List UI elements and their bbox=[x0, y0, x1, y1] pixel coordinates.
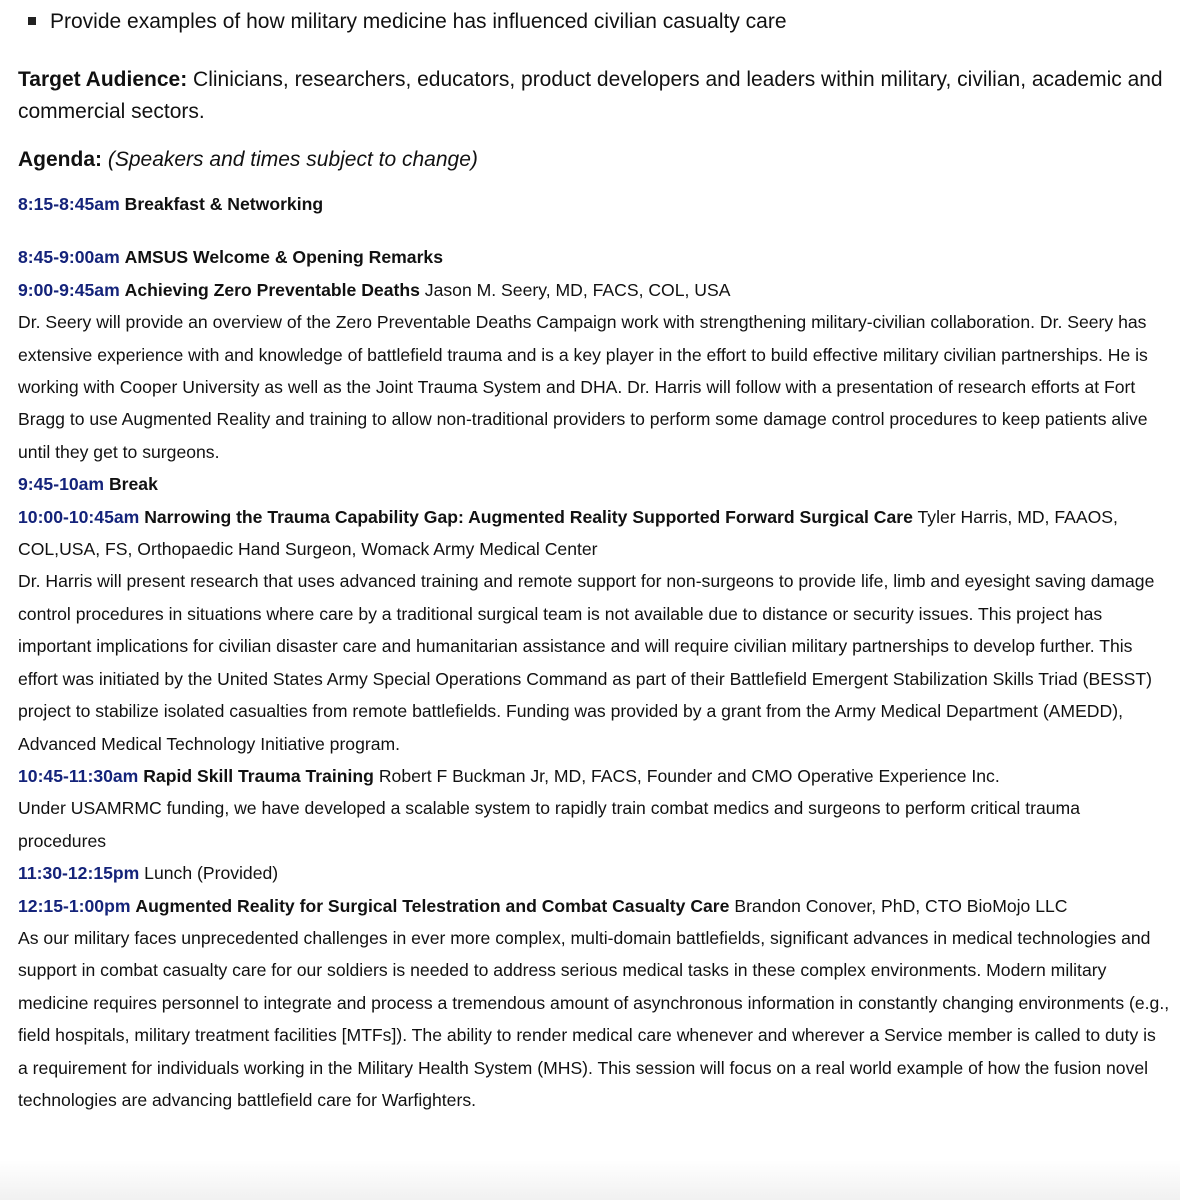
agenda-speaker: Jason M. Seery, MD, FACS, COL, USA bbox=[419, 279, 731, 300]
bottom-fade bbox=[0, 1160, 1180, 1200]
agenda-item-breakfast bbox=[18, 188, 1170, 220]
agenda-item-zero-preventable-deaths bbox=[18, 274, 1170, 306]
agenda-time: 9:45-10am bbox=[18, 474, 105, 495]
agenda-title: AMSUS Welcome & Opening Remarks bbox=[124, 247, 444, 268]
objective-text: Provide examples of how military medicine has influenced civilian casualty care bbox=[50, 10, 787, 33]
agenda-description: Dr. Harris will present research that uses advanced training and remote support for non-surgeons to provide life, limb and eyesight saving damage control procedures in situations where care by a traditional surgical team is not available due to distance or security issues. This project has important implications for civilian disaster care and humanitarian assistance and will require civilian military partnerships to develop further. This effort was initiated by the United States Army Special Operations Command as part of their Battlefield Emergent Stabilization Skills Triad (BESST) project to stabilize isolated casualties from remote battlefields. Funding was provided by a grant from the Army Medical Department (AMEDD), Advanced Medical Technology Initiative program. bbox=[18, 571, 1155, 754]
agenda-time: 8:45-9:00am bbox=[18, 247, 120, 268]
agenda-title: Narrowing the Trauma Capability Gap: Augmented Reality Supported Forward Surgical Care bbox=[144, 506, 913, 527]
target-audience-label: Target Audience: bbox=[18, 68, 188, 91]
agenda-item-trauma-capability-gap bbox=[18, 501, 1170, 566]
agenda-description: As our military faces unprecedented challenges in ever more complex, multi-domain battlefields, significant advances in medical technologies and support in combat casualty care for our soldiers is needed to address serious medical tasks in these complex environments. Modern military medicine requires personnel to integrate and process a tremendous amount of asynchronous information in constantly changing environments (e.g., field hospitals, military treatment facilities [MTFs]). The ability to render medical care whenever and wherever a Service member is called to duty is a requirement for individuals working in the Military Health System (MHS). This session will focus on a real world example of how the fusion novel technologies are advancing battlefield care for Warfighters. bbox=[18, 927, 1170, 1110]
agenda-label: Agenda: bbox=[18, 148, 102, 171]
agenda-title: Rapid Skill Trauma Training bbox=[143, 765, 374, 786]
agenda-item-lunch bbox=[18, 857, 1170, 889]
agenda-title: Break bbox=[108, 474, 158, 495]
agenda-speaker: Brandon Conover, PhD, CTO BioMojo LLC bbox=[729, 895, 1068, 916]
agenda-speaker: Tyler Harris, MD, FAAOS, COL,USA, FS, Orthopaedic Hand Surgeon, Womack Army Medical Center bbox=[18, 506, 1118, 560]
agenda-item-welcome bbox=[18, 241, 1170, 273]
target-audience bbox=[18, 64, 1170, 128]
agenda-title: Breakfast & Networking bbox=[124, 194, 324, 214]
agenda-time: 9:00-9:45am bbox=[18, 279, 120, 300]
agenda-time: 8:15-8:45am bbox=[18, 194, 120, 214]
agenda-speaker: Lunch (Provided) bbox=[139, 863, 279, 884]
agenda-description: Under USAMRMC funding, we have developed a scalable system to rapidly train combat medics and surgeons to perform critical trauma procedures bbox=[18, 798, 1080, 851]
agenda-time: 10:45-11:30am bbox=[18, 765, 139, 786]
agenda-heading bbox=[18, 145, 1170, 175]
agenda-time: 10:00-10:45am bbox=[18, 506, 140, 527]
agenda-item-rapid-skill-training bbox=[18, 760, 1170, 792]
agenda-time: 12:15-1:00pm bbox=[18, 895, 131, 916]
agenda-title: Augmented Reality for Surgical Telestration and Combat Casualty Care bbox=[135, 895, 730, 916]
target-audience-text: Clinicians, researchers, educators, product developers and leaders within military, civilian, academic and commercial sectors. bbox=[18, 68, 1163, 123]
agenda-item-surgical-telestration bbox=[18, 890, 1170, 922]
agenda-item-break bbox=[18, 468, 1170, 500]
document-page bbox=[18, 0, 1170, 1116]
agenda-speaker: Robert F Buckman Jr, MD, FACS, Founder and CMO Operative Experience Inc. bbox=[373, 765, 1000, 786]
agenda-time: 11:30-12:15pm bbox=[18, 863, 140, 884]
objective-bullet bbox=[18, 0, 1170, 44]
agenda-title: Achieving Zero Preventable Deaths bbox=[124, 279, 420, 300]
agenda-list bbox=[18, 188, 1170, 1116]
agenda-note: (Speakers and times subject to change) bbox=[107, 148, 478, 171]
agenda-description: Dr. Seery will provide an overview of the Zero Preventable Deaths Campaign work with strengthening military-civilian collaboration. Dr. Seery has extensive experience with and knowledge of battlefield trauma and is a key player in the effort to build effective military civilian partnerships. He is working with Cooper University as well as the Joint Trauma System and DHA. Dr. Harris will follow with a presentation of research efforts at Fort Bragg to use Augmented Reality and training to allow non-traditional providers to perform some damage control procedures to keep patients alive until they get to surgeons. bbox=[18, 312, 1148, 462]
square-bullet-icon bbox=[28, 17, 36, 25]
